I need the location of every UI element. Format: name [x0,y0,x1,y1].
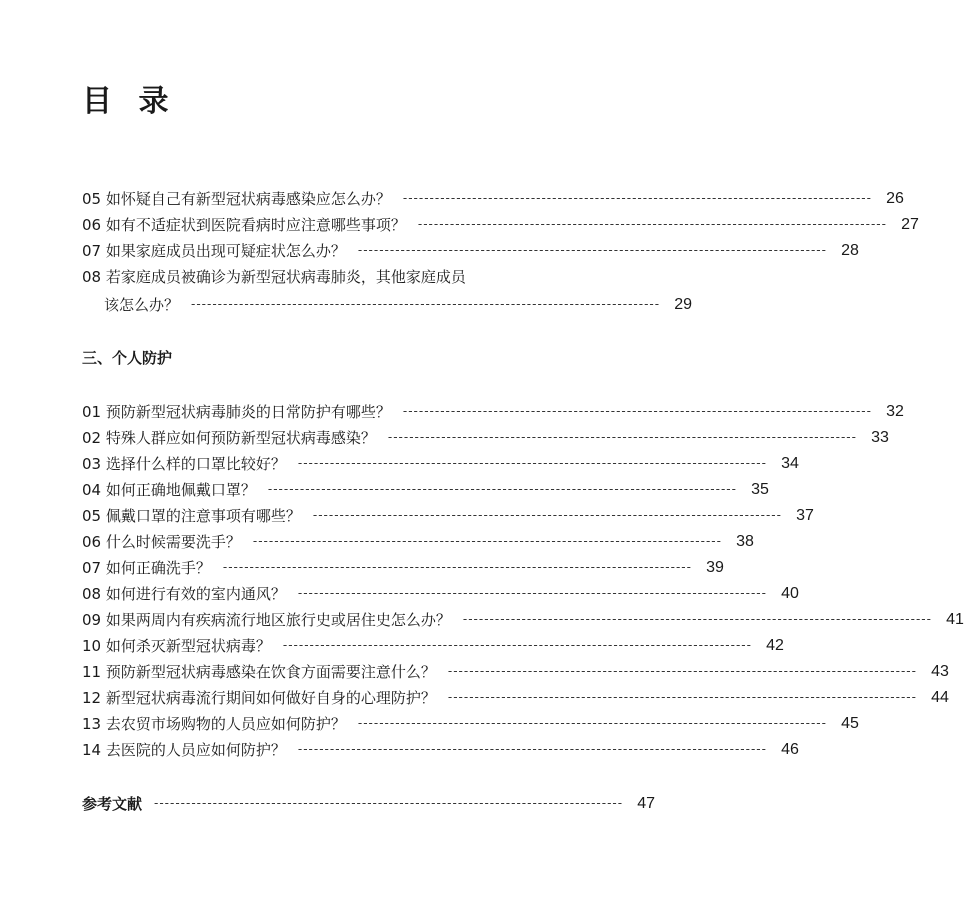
entry-title-continuation: 该怎么办？ [104,296,180,314]
entry-number: 02 [82,429,102,447]
leader-dots: ---------------------------------------------------------------------------------------- [402,191,872,205]
entry-title: 佩戴口罩的注意事项有哪些？ [105,507,301,525]
leader-dots: ---------------------------------------------------------------------------------------- [191,297,661,311]
entry-number: 04 [82,481,102,499]
page-title: 目 录 [82,84,177,119]
leader-dots: ---------------------------------------------------------------------------------------- [282,638,752,652]
toc-entry[interactable] [82,578,799,604]
leader-dots: ---------------------------------------------------------------------------------------- [357,243,827,257]
leader-dots: ---------------------------------------------------------------------------------------- [297,586,767,600]
leader-dots: ---------------------------------------------------------------------------------------- [387,430,857,444]
entry-page: 40 [781,585,799,602]
entry-page: 26 [886,190,904,207]
leader-dots: ---------------------------------------------------------------------------------------- [252,534,722,548]
toc-entry[interactable] [82,448,799,474]
entry-page: 45 [841,715,859,732]
entry-title: 什么时候需要洗手？ [105,533,241,551]
entry-title: 如何杀灭新型冠状病毒？ [105,637,271,655]
entry-page: 28 [841,242,859,259]
entry-number: 06 [82,216,102,234]
entry-page: 39 [706,559,724,576]
leader-dots: ---------------------------------------------------------------------------------------- [297,456,767,470]
entry-page: 38 [736,533,754,550]
entry-page: 43 [931,663,949,680]
leader-dots: ---------------------------------------------------------------------------------------- [154,796,624,810]
leader-dots: ---------------------------------------------------------------------------------------- [402,404,872,418]
entry-title: 选择什么样的口罩比较好？ [105,455,286,473]
toc-entry[interactable] [82,552,724,578]
toc-entry[interactable] [82,261,568,287]
toc-entry-references[interactable] [82,788,656,814]
entry-number: 08 [82,268,102,286]
toc-entry[interactable] [82,682,949,708]
leader-dots: ---------------------------------------------------------------------------------------- [222,560,692,574]
entry-title: 去农贸市场购物的人员应如何防护？ [105,715,346,733]
toc-entry[interactable] [82,734,799,760]
entry-number: 08 [82,585,102,603]
entry-title: 若家庭成员被确诊为新型冠状病毒肺炎，其他家庭成员 [105,268,466,286]
entry-number: 07 [82,559,102,577]
entry-number: 11 [82,663,102,681]
entry-page: 27 [901,216,919,233]
entry-title: 预防新型冠状病毒肺炎的日常防护有哪些？ [105,403,391,421]
entry-page: 42 [766,637,784,654]
entry-title: 如何正确地佩戴口罩？ [105,481,256,499]
toc-entry[interactable] [82,500,814,526]
entry-number: 05 [82,507,102,525]
entry-page: 41 [946,611,964,628]
entry-page: 35 [751,481,769,498]
entry-page: 47 [637,795,656,812]
entry-title: 如怀疑自己有新型冠状病毒感染应怎么办？ [105,190,391,208]
leader-dots: ---------------------------------------------------------------------------------------- [462,612,932,626]
entry-number: 09 [82,611,102,629]
leader-dots: ---------------------------------------------------------------------------------------- [357,716,827,730]
entry-number: 03 [82,455,102,473]
entry-page: 46 [781,741,799,758]
entry-title: 如何进行有效的室内通风？ [105,585,286,603]
entry-title: 去医院的人员应如何防护？ [105,741,286,759]
entry-page: 33 [871,429,889,446]
entry-page: 37 [796,507,814,524]
entry-title: 参考文献 [82,795,143,813]
leader-dots: ---------------------------------------------------------------------------------------- [267,482,737,496]
toc-entry[interactable] [82,656,949,682]
entry-page: 34 [781,455,799,472]
toc-entry[interactable] [82,604,964,630]
entry-page: 44 [931,689,949,706]
leader-dots: ---------------------------------------------------------------------------------------- [447,690,917,704]
toc-entry[interactable] [82,526,754,552]
leader-dots: ---------------------------------------------------------------------------------------- [312,508,782,522]
entry-number: 06 [82,533,102,551]
entry-page: 29 [674,296,693,313]
section-heading: 三、个人防护 [82,349,173,367]
entry-title: 预防新型冠状病毒感染在饮食方面需要注意什么？ [105,663,436,681]
leader-dots: ---------------------------------------------------------------------------------------- [447,664,917,678]
entry-title: 如何正确洗手？ [105,559,211,577]
entry-page: 32 [886,403,904,420]
entry-title: 如果家庭成员出现可疑症状怎么办？ [105,242,346,260]
entry-title: 如有不适症状到医院看病时应注意哪些事项？ [105,216,406,234]
entry-number: 10 [82,637,102,655]
entry-number: 13 [82,715,102,733]
entry-title: 如果两周内有疾病流行地区旅行史或居住史怎么办？ [105,611,451,629]
toc-entry-continuation[interactable] [82,289,693,315]
toc-entry[interactable] [82,422,889,448]
leader-dots: ---------------------------------------------------------------------------------------- [417,217,887,231]
toc-entry[interactable] [82,630,784,656]
toc-entry[interactable] [82,708,859,734]
leader-dots: ---------------------------------------------------------------------------------------- [297,742,767,756]
entry-number: 05 [82,190,102,208]
entry-number: 07 [82,242,102,260]
toc-entry[interactable] [82,396,904,422]
toc-entry[interactable] [82,474,769,500]
entry-title: 特殊人群应如何预防新型冠状病毒感染？ [105,429,376,447]
toc-entry[interactable] [82,235,859,261]
entry-title: 新型冠状病毒流行期间如何做好自身的心理防护？ [105,689,436,707]
entry-number: 14 [82,741,102,759]
entry-number: 01 [82,403,102,421]
toc-entry[interactable] [82,209,919,235]
entry-number: 12 [82,689,102,707]
toc-entry[interactable] [82,183,904,209]
